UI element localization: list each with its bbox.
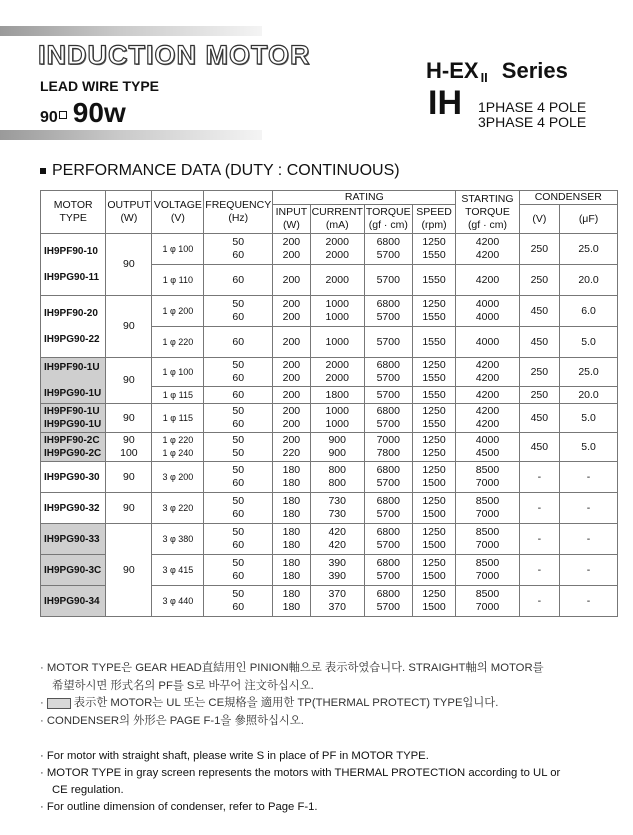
note-kr-3: · CONDENSER의 外形은 PAGE F-1을 參照하십시오. [40,714,304,727]
voltage-cell: 3 φ 380 [152,524,204,555]
frequency-cell: 50 60 [204,296,273,327]
gray-box-icon [47,698,71,709]
series-roman: II [480,70,488,85]
speed-cell: 1250 1550 [412,404,456,433]
header-rating: RATING [273,191,456,205]
current-cell: 370 370 [310,586,364,617]
torque-cell: 6800 5700 [364,296,412,327]
table-row [41,524,618,555]
speed-cell: 1250 1500 [412,524,456,555]
cond-uf-cell: - [560,555,618,586]
input-cell: 200 200 [273,296,310,327]
table-row [41,358,618,387]
header-gradient-bar-top [0,26,262,36]
input-cell: 200 [273,387,310,404]
header-voltage: VOLTAGE (V) [152,191,204,234]
cond-uf-cell: 20.0 [560,387,618,404]
starting-torque-cell: 4200 4200 [456,404,519,433]
torque-cell: 5700 [364,265,412,296]
header-gradient-bar-bottom [0,130,262,140]
table-row [41,234,618,265]
frequency-cell: 50 60 [204,524,273,555]
output-cell: 90 [106,358,152,404]
frequency-cell: 50 50 [204,433,273,462]
current-cell: 800 800 [310,462,364,493]
starting-torque-cell: 4000 4000 [456,296,519,327]
voltage-cell: 1 φ 115 [152,387,204,404]
current-cell: 2000 [310,265,364,296]
speed-cell: 1250 1500 [412,462,456,493]
starting-torque-cell: 4200 4200 [456,358,519,387]
ih-label: IH [428,84,462,122]
note-en-2b: CE regulation. [52,784,124,796]
voltage-cell: 1 φ 220 [152,327,204,358]
cond-v-cell: 450 [519,433,560,462]
frequency-cell: 50 60 [204,586,273,617]
torque-cell: 6800 5700 [364,586,412,617]
cond-uf-cell: 5.0 [560,404,618,433]
note-en-2a: · MOTOR TYPE in gray screen represents the motors with THERMAL PROTECTION according to UL or [40,767,561,779]
phase1-label: 1PHASE 4 POLE [478,99,587,115]
starting-torque-cell: 4200 [456,265,519,296]
input-cell: 180 180 [273,493,310,524]
header-speed: SPEED (rpm) [412,205,456,234]
frequency-cell: 50 60 [204,234,273,265]
output-cell: 90 [106,524,152,617]
frequency-cell: 60 [204,327,273,358]
table-row [41,462,618,493]
starting-torque-cell: 4000 4500 [456,433,519,462]
header-motor-type: MOTOR TYPE [41,191,106,234]
output-cell: 90 [106,462,152,493]
speed-cell: 1250 1500 [412,555,456,586]
torque-cell: 6800 5700 [364,493,412,524]
cond-uf-cell: - [560,524,618,555]
frequency-cell: 60 [204,387,273,404]
starting-torque-cell: 8500 7000 [456,462,519,493]
starting-torque-cell: 4000 [456,327,519,358]
frequency-cell: 50 60 [204,358,273,387]
torque-cell: 6800 5700 [364,358,412,387]
torque-cell: 7000 7800 [364,433,412,462]
cond-v-cell: - [519,586,560,617]
motor-type-cell: IH9PG90-3C [41,555,106,586]
speed-cell: 1250 1250 [412,433,456,462]
cond-uf-cell: - [560,493,618,524]
cond-v-cell: 250 [519,387,560,404]
speed-cell: 1550 [412,265,456,296]
cond-uf-cell: - [560,586,618,617]
voltage-cell: 1 φ 100 [152,358,204,387]
header-current: CURRENT (mA) [310,205,364,234]
motor-type-cell: IH9PF90-20 IH9PG90-22 [41,296,106,358]
performance-table [40,190,618,617]
table-row [41,493,618,524]
cond-v-cell: 450 [519,404,560,433]
cond-v-cell: 250 [519,265,560,296]
torque-cell: 5700 [364,327,412,358]
motor-type-cell: IH9PG90-32 [41,493,106,524]
speed-cell: 1250 1550 [412,234,456,265]
cond-uf-cell: 5.0 [560,433,618,462]
size-label [40,97,126,129]
input-cell: 200 200 [273,234,310,265]
starting-torque-cell: 4200 [456,387,519,404]
table-header-row [41,191,618,205]
korean-notes [40,660,544,730]
frame-size: 90 [40,109,67,127]
speed-cell: 1250 1550 [412,296,456,327]
input-cell: 200 [273,265,310,296]
torque-cell: 6800 5700 [364,555,412,586]
header-input: INPUT (W) [273,205,310,234]
current-cell: 2000 2000 [310,234,364,265]
torque-cell: 6800 5700 [364,462,412,493]
english-notes [40,748,560,816]
torque-cell: 6800 5700 [364,234,412,265]
starting-torque-cell: 8500 7000 [456,555,519,586]
speed-cell: 1250 1550 [412,358,456,387]
motor-type-cell: IH9PG90-34 [41,586,106,617]
bullet-icon [40,168,46,174]
table-row [41,433,618,462]
note-kr-2: · 表示한 MOTOR는 UL 또는 CE規格을 適用한 TP(THERMAL PROTECT) TYPE입니다. [40,697,499,709]
current-cell: 1800 [310,387,364,404]
series-word: Series [501,58,568,83]
input-cell: 180 180 [273,462,310,493]
voltage-cell: 3 φ 200 [152,462,204,493]
motor-type-cell: IH9PF90-1U IH9PG90-1U [41,358,106,404]
page-title: INDUCTION MOTOR [38,40,311,70]
motor-type-cell: IH9PG90-30 [41,462,106,493]
voltage-cell: 1 φ 100 [152,234,204,265]
voltage-cell: 1 φ 115 [152,404,204,433]
input-cell: 200 200 [273,358,310,387]
torque-cell: 6800 5700 [364,404,412,433]
motor-type-cell: IH9PF90-10 IH9PG90-11 [41,234,106,296]
input-cell: 180 180 [273,555,310,586]
header-cond-uf: (μF) [560,205,618,234]
current-cell: 2000 2000 [310,358,364,387]
frequency-cell: 50 60 [204,404,273,433]
voltage-cell: 3 φ 440 [152,586,204,617]
cond-uf-cell: 20.0 [560,265,618,296]
voltage-cell: 3 φ 220 [152,493,204,524]
starting-torque-cell: 8500 7000 [456,493,519,524]
header-output: OUTPUT (W) [106,191,152,234]
table-row [41,296,618,327]
header-cond-v: (V) [519,205,560,234]
cond-uf-cell: 25.0 [560,234,618,265]
square-icon [59,111,67,119]
voltage-cell: 3 φ 415 [152,555,204,586]
speed-cell: 1250 1500 [412,586,456,617]
series-label: H-EX [426,58,479,83]
output-cell: 90 [106,404,152,433]
note-kr-1a: · MOTOR TYPE은 GEAR HEAD直結用인 PINION軸으로 表示하였습니다. STRAIGHT軸의 MOTOR를 [40,662,544,674]
cond-uf-cell: 6.0 [560,296,618,327]
current-cell: 1000 1000 [310,404,364,433]
phase3-label: 3PHASE 4 POLE [478,114,587,130]
output-cell: 90 [106,234,152,296]
voltage-cell: 1 φ 110 [152,265,204,296]
cond-v-cell: - [519,524,560,555]
input-cell: 200 [273,327,310,358]
lead-wire-type: LEAD WIRE TYPE [40,78,160,94]
cond-uf-cell: 5.0 [560,327,618,358]
note-en-1: · For motor with straight shaft, please write S in place of PF in MOTOR TYPE. [40,750,429,762]
current-cell: 420 420 [310,524,364,555]
cond-v-cell: - [519,462,560,493]
speed-cell: 1250 1500 [412,493,456,524]
note-kr-1b: 希望하시면 形式名의 PF를 S로 바꾸어 注文하십시오. [52,679,314,692]
input-cell: 180 180 [273,524,310,555]
torque-cell: 5700 [364,387,412,404]
frequency-cell: 60 [204,265,273,296]
input-cell: 200 200 [273,404,310,433]
output-cell: 90 [106,493,152,524]
section-title: PERFORMANCE DATA (DUTY : CONTINUOUS) [40,162,400,180]
input-cell: 200 220 [273,433,310,462]
current-cell: 1000 [310,327,364,358]
cond-v-cell: 250 [519,358,560,387]
header-torque: TORQUE (gf · cm) [364,205,412,234]
current-cell: 390 390 [310,555,364,586]
starting-torque-cell: 4200 4200 [456,234,519,265]
frequency-cell: 50 60 [204,493,273,524]
current-cell: 900 900 [310,433,364,462]
speed-cell: 1550 [412,387,456,404]
cond-uf-cell: - [560,462,618,493]
cond-uf-cell: 25.0 [560,358,618,387]
starting-torque-cell: 8500 7000 [456,524,519,555]
wattage: 90w [72,97,126,128]
cond-v-cell: 250 [519,234,560,265]
voltage-cell: 1 φ 220 1 φ 240 [152,433,204,462]
header-starting-torque: STARTING TORQUE (gf · cm) [456,191,519,234]
header-frequency: FREQUENCY (Hz) [204,191,273,234]
output-cell: 90 [106,296,152,358]
current-cell: 730 730 [310,493,364,524]
frequency-cell: 50 60 [204,462,273,493]
cond-v-cell: 450 [519,327,560,358]
motor-type-cell: IH9PG90-33 [41,524,106,555]
speed-cell: 1550 [412,327,456,358]
current-cell: 1000 1000 [310,296,364,327]
torque-cell: 6800 5700 [364,524,412,555]
cond-v-cell: - [519,493,560,524]
output-cell: 90 100 [106,433,152,462]
motor-type-cell: IH9PF90-1U IH9PG90-1U [41,404,106,433]
header-condenser: CONDENSER [519,191,617,205]
input-cell: 180 180 [273,586,310,617]
frequency-cell: 50 60 [204,555,273,586]
table-row [41,404,618,433]
motor-type-cell: IH9PF90-2C IH9PG90-2C [41,433,106,462]
cond-v-cell: 450 [519,296,560,327]
series-title [426,58,568,85]
phase-labels [478,100,586,130]
starting-torque-cell: 8500 7000 [456,586,519,617]
note-en-3: · For outline dimension of condenser, refer to Page F-1. [40,801,318,813]
cond-v-cell: - [519,555,560,586]
voltage-cell: 1 φ 200 [152,296,204,327]
